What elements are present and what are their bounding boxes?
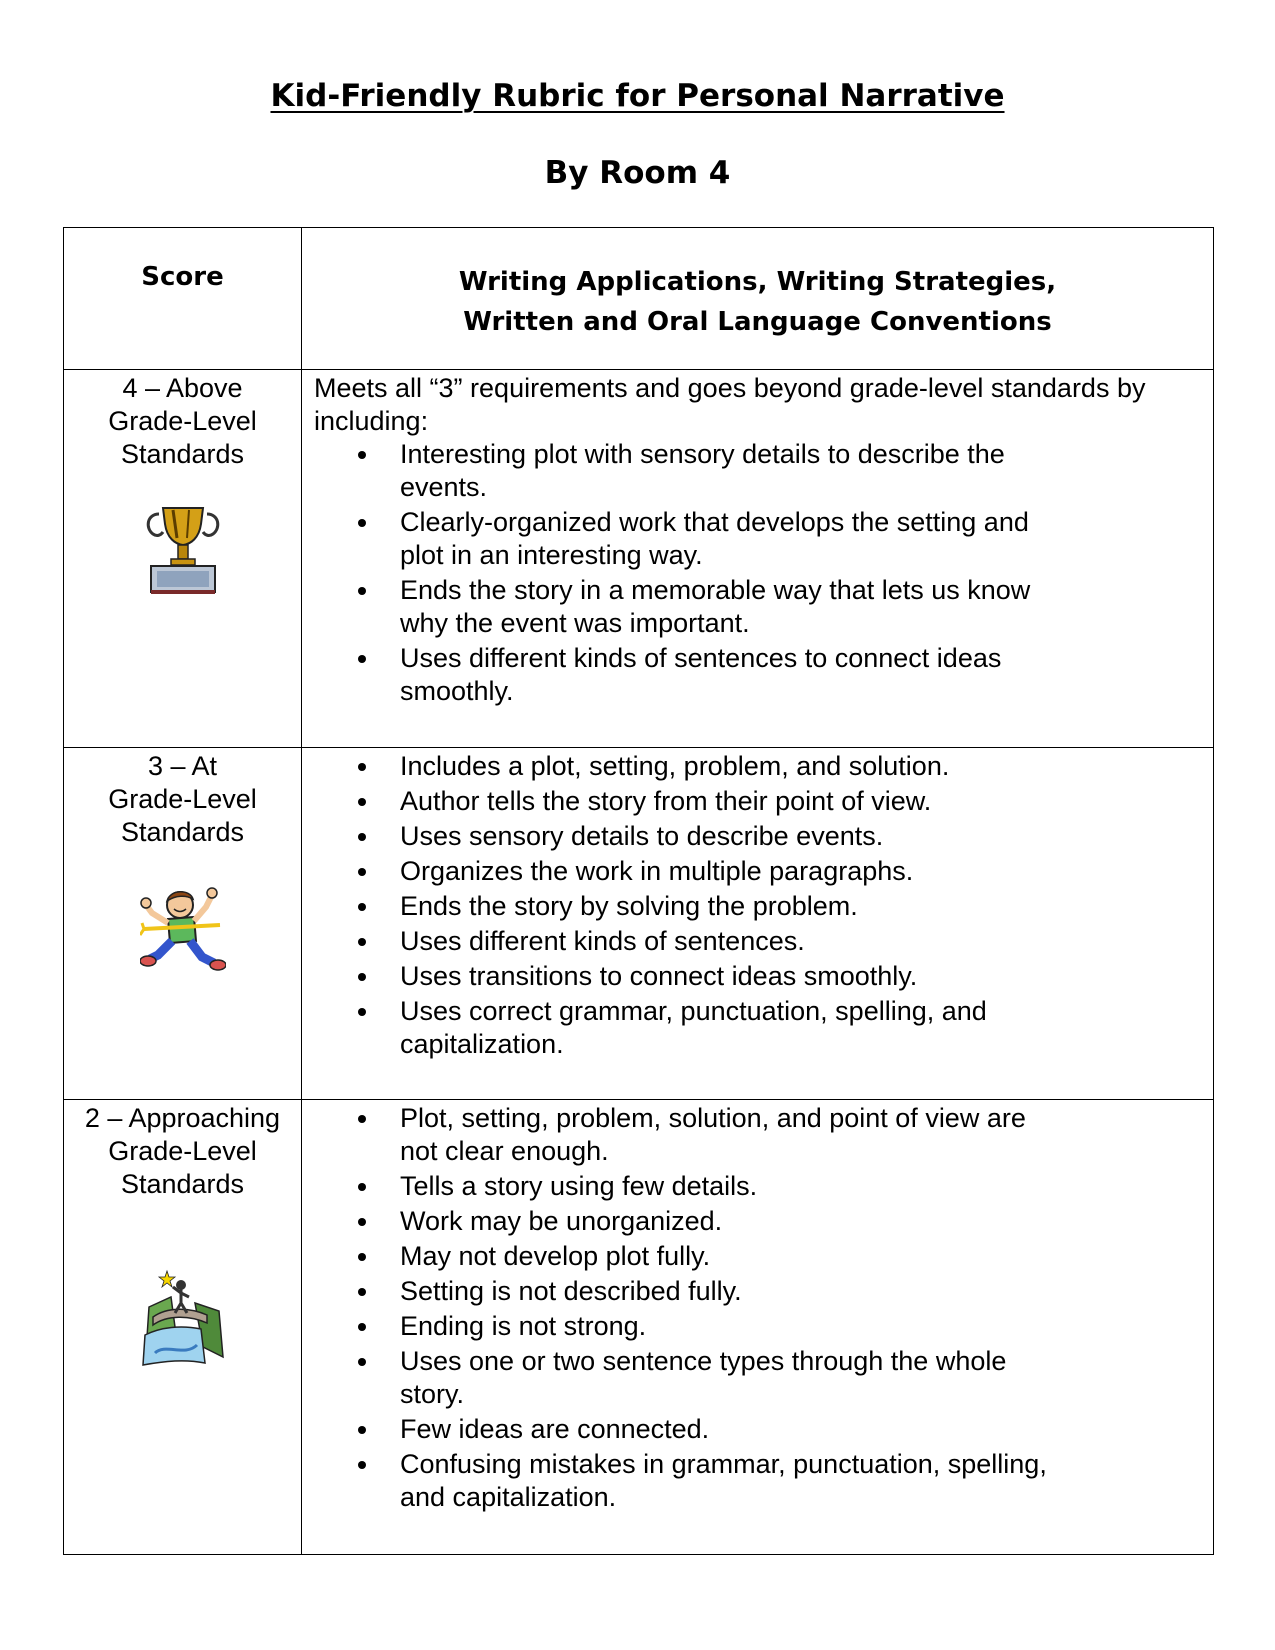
list-item <box>314 890 1201 923</box>
score-cell-3 <box>64 748 302 1100</box>
bullet-icon <box>358 763 366 771</box>
list-item <box>314 642 1201 708</box>
trophy-icon <box>145 504 221 596</box>
rubric-row-2 <box>64 1100 1214 1555</box>
list-item <box>314 750 1201 783</box>
score-label: 4 – Above <box>122 373 243 403</box>
rubric-row-3 <box>64 748 1214 1100</box>
bullet-icon <box>358 1008 366 1016</box>
header-criteria-line1: Writing Applications, Writing Strategies, <box>458 267 1057 297</box>
score-label: 3 – At <box>147 751 218 781</box>
score-label: Standards <box>120 817 245 847</box>
score-label: Standards <box>120 1169 245 1199</box>
list-item-text: Ends the story by solving the problem. <box>400 891 858 921</box>
criteria-cell-3 <box>302 748 1214 1100</box>
list-item-text: Interesting plot with sensory details to describe the events. <box>400 439 1005 502</box>
list-item-text: Tells a story using few details. <box>400 1171 758 1201</box>
bullet-icon <box>358 587 366 595</box>
bridge-climber-icon <box>141 1267 225 1367</box>
criteria-intro: Meets all “3” requirements and goes beyond grade-level standards by including: <box>314 373 1146 436</box>
list-item <box>314 1448 1201 1514</box>
score-cell-4 <box>64 370 302 748</box>
list-item-text: Uses one or two sentence types through the whole story. <box>400 1346 1007 1409</box>
list-item-text: Uses transitions to connect ideas smoothly. <box>400 961 918 991</box>
list-item-text: Organizes the work in multiple paragraphs. <box>400 856 914 886</box>
rubric-table <box>63 227 1214 1555</box>
bullet-icon <box>358 1426 366 1434</box>
criteria-list <box>314 438 1201 708</box>
bullet-icon <box>358 903 366 911</box>
header-row <box>64 228 1214 370</box>
score-label: Grade-Level <box>108 1136 257 1166</box>
list-item-text: Includes a plot, setting, problem, and solution. <box>400 751 950 781</box>
list-item <box>314 785 1201 818</box>
list-item <box>314 1310 1201 1343</box>
bullet-icon <box>358 973 366 981</box>
list-item-text: Uses correct grammar, punctuation, spelling, and capitalization. <box>400 996 987 1059</box>
running-kid-icon <box>140 885 226 977</box>
rubric-row-4 <box>64 370 1214 748</box>
bullet-icon <box>358 1183 366 1191</box>
bullet-icon <box>358 1323 366 1331</box>
header-criteria-line2: Written and Oral Language Conventions <box>463 307 1052 337</box>
bullet-icon <box>358 798 366 806</box>
bullet-icon <box>358 1115 366 1123</box>
list-item-text: Uses different kinds of sentences. <box>400 926 805 956</box>
list-item <box>314 1413 1201 1446</box>
criteria-cell-4 <box>302 370 1214 748</box>
list-item-text: Confusing mistakes in grammar, punctuation, spelling, and capitalization. <box>400 1449 1047 1512</box>
list-item-text: Uses different kinds of sentences to connect ideas smoothly. <box>400 643 1002 706</box>
list-item <box>314 995 1201 1061</box>
list-item-text: Author tells the story from their point of view. <box>400 786 932 816</box>
bullet-icon <box>358 451 366 459</box>
list-item-text: Few ideas are connected. <box>400 1414 710 1444</box>
list-item <box>314 1345 1201 1411</box>
document-title: Kid-Friendly Rubric for Personal Narrative <box>270 78 1005 114</box>
score-cell-2 <box>64 1100 302 1555</box>
bullet-icon <box>358 655 366 663</box>
score-label: Grade-Level <box>108 784 257 814</box>
list-item <box>314 855 1201 888</box>
list-item-text: Ending is not strong. <box>400 1311 647 1341</box>
bullet-icon <box>358 1358 366 1366</box>
bullet-icon <box>358 1218 366 1226</box>
score-label: Standards <box>120 439 245 469</box>
list-item <box>314 1240 1201 1273</box>
header-score: Score <box>64 228 302 370</box>
bullet-icon <box>358 868 366 876</box>
bullet-icon <box>358 519 366 527</box>
list-item <box>314 1170 1201 1203</box>
list-item-text: Ends the story in a memorable way that lets us know why the event was important. <box>400 575 1031 638</box>
bullet-icon <box>358 938 366 946</box>
list-item <box>314 1102 1201 1168</box>
list-item <box>314 574 1201 640</box>
document-subtitle: By Room 4 <box>544 155 731 191</box>
criteria-list <box>314 1102 1201 1514</box>
header-criteria <box>302 228 1214 370</box>
list-item-text: Clearly-organized work that develops the setting and plot in an interesting way. <box>400 507 1029 570</box>
criteria-cell-2 <box>302 1100 1214 1555</box>
score-label: 2 – Approaching <box>84 1103 281 1133</box>
list-item <box>314 1275 1201 1308</box>
bullet-icon <box>358 1288 366 1296</box>
list-item-text: Plot, setting, problem, solution, and point of view are not clear enough. <box>400 1103 1026 1166</box>
list-item-text: Setting is not described fully. <box>400 1276 742 1306</box>
list-item <box>314 506 1201 572</box>
score-label: Grade-Level <box>108 406 257 436</box>
list-item <box>314 960 1201 993</box>
criteria-list <box>314 750 1201 1061</box>
list-item-text: May not develop plot fully. <box>400 1241 711 1271</box>
list-item-text: Work may be unorganized. <box>400 1206 723 1236</box>
bullet-icon <box>358 833 366 841</box>
list-item <box>314 1205 1201 1238</box>
list-item <box>314 820 1201 853</box>
list-item-text: Uses sensory details to describe events. <box>400 821 884 851</box>
bullet-icon <box>358 1253 366 1261</box>
bullet-icon <box>358 1461 366 1469</box>
list-item <box>314 438 1201 504</box>
list-item <box>314 925 1201 958</box>
